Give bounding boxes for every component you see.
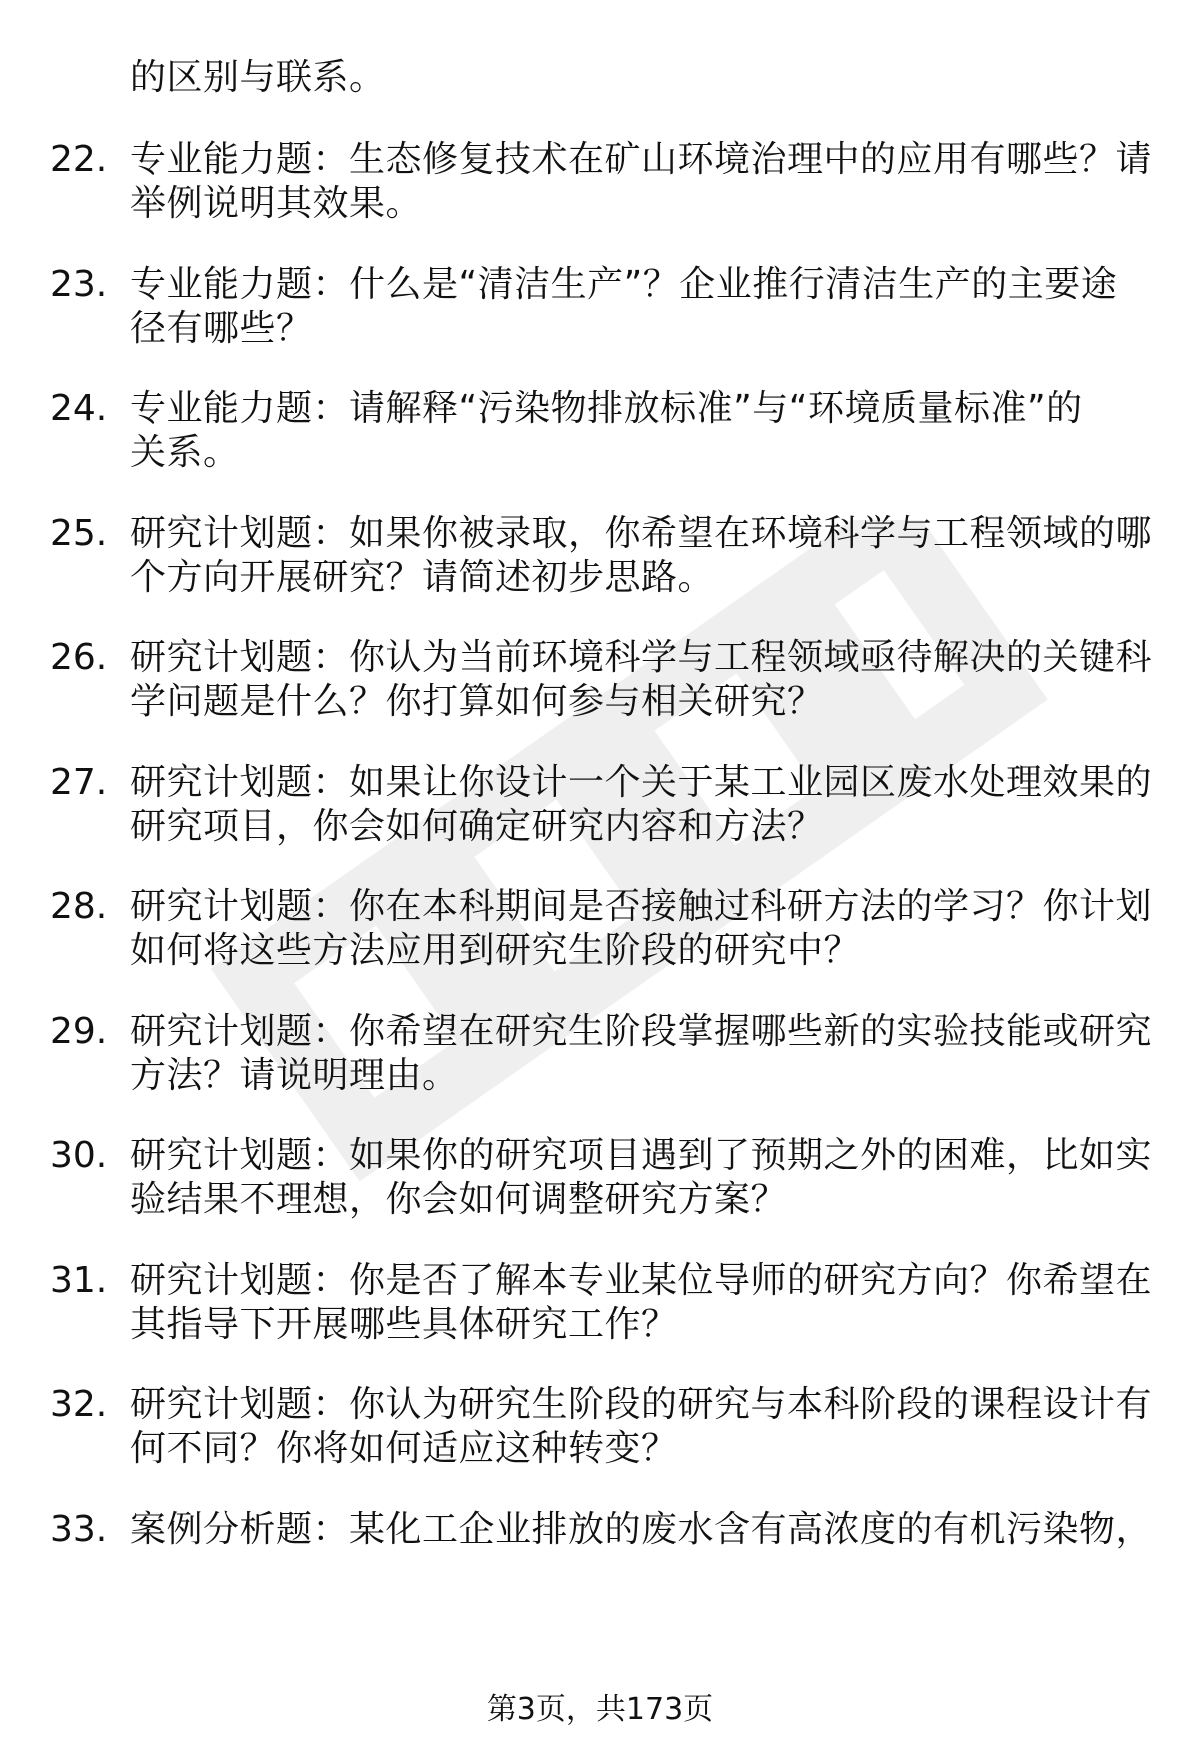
- page-footer: 第3页，共173页: [486, 1692, 714, 1727]
- question-text-line: 专业能力题：生态修复技术在矿山环境治理中的应用有哪些？请: [130, 139, 1153, 180]
- question-text-line: 专业能力题：请解释“污染物排放标准”与“环境质量标准”的: [130, 388, 1083, 429]
- question-text-line: 研究计划题：如果让你设计一个关于某工业园区废水处理效果的: [130, 761, 1153, 803]
- question-text-line: 专业能力题：什么是“清洁生产”？企业推行清洁生产的主要途: [130, 263, 1118, 305]
- question-number: 27.: [50, 761, 108, 803]
- question-text-line: 研究计划题：你认为研究生阶段的研究与本科阶段的课程设计有: [130, 1384, 1153, 1425]
- watermark-icon: [180, 520, 1080, 1220]
- question-number: 31.: [50, 1259, 108, 1301]
- question-number: 22.: [50, 139, 108, 180]
- question-text-line: 如何将这些方法应用到研究生阶段的研究中？: [130, 930, 861, 971]
- question-text-line: 研究计划题：你希望在研究生阶段掌握哪些新的实验技能或研究: [130, 1010, 1153, 1052]
- question-text-line: 研究项目，你会如何确定研究内容和方法？: [130, 805, 824, 847]
- question-text-line: 研究计划题：你认为当前环境科学与工程领域亟待解决的关键科: [130, 637, 1153, 678]
- question-number: 23.: [50, 263, 108, 305]
- question-text-line: 个方向开展研究？请简述初步思路。: [130, 556, 715, 598]
- question-number: 30.: [50, 1135, 108, 1176]
- question-text-line: 研究计划题：如果你的研究项目遇到了预期之外的困难，比如实: [130, 1135, 1153, 1176]
- question-text-line: 学问题是什么？你打算如何参与相关研究？: [130, 681, 824, 722]
- question-text-line: 验结果不理想，你会如何调整研究方案？: [130, 1179, 788, 1220]
- question-text-line: 其指导下开展哪些具体研究工作？: [130, 1303, 678, 1345]
- question-number: 24.: [50, 388, 108, 429]
- question-number: 29.: [50, 1010, 108, 1052]
- question-text-line: 何不同？你将如何适应这种转变？: [130, 1428, 678, 1469]
- question-number: 25.: [50, 512, 108, 554]
- question-number: 26.: [50, 637, 108, 678]
- question-number: 33.: [50, 1508, 108, 1550]
- question-number: 32.: [50, 1384, 108, 1425]
- question-text-line: 研究计划题：如果你被录取，你希望在环境科学与工程领域的哪: [130, 512, 1153, 554]
- question-text-line: 研究计划题：你在本科期间是否接触过科研方法的学习？你计划: [130, 886, 1153, 927]
- question-text-line: 方法？请说明理由。: [130, 1054, 459, 1096]
- lead-line: 的区别与联系。: [130, 57, 386, 98]
- question-number: 28.: [50, 886, 108, 927]
- question-text-line: 案例分析题：某化工企业排放的废水含有高浓度的有机污染物，: [130, 1508, 1153, 1550]
- question-text-line: 径有哪些？: [130, 307, 313, 349]
- question-text-line: 举例说明其效果。: [130, 183, 423, 224]
- question-text-line: 研究计划题：你是否了解本专业某位导师的研究方向？你希望在: [130, 1259, 1153, 1301]
- question-text-line: 关系。: [130, 432, 240, 473]
